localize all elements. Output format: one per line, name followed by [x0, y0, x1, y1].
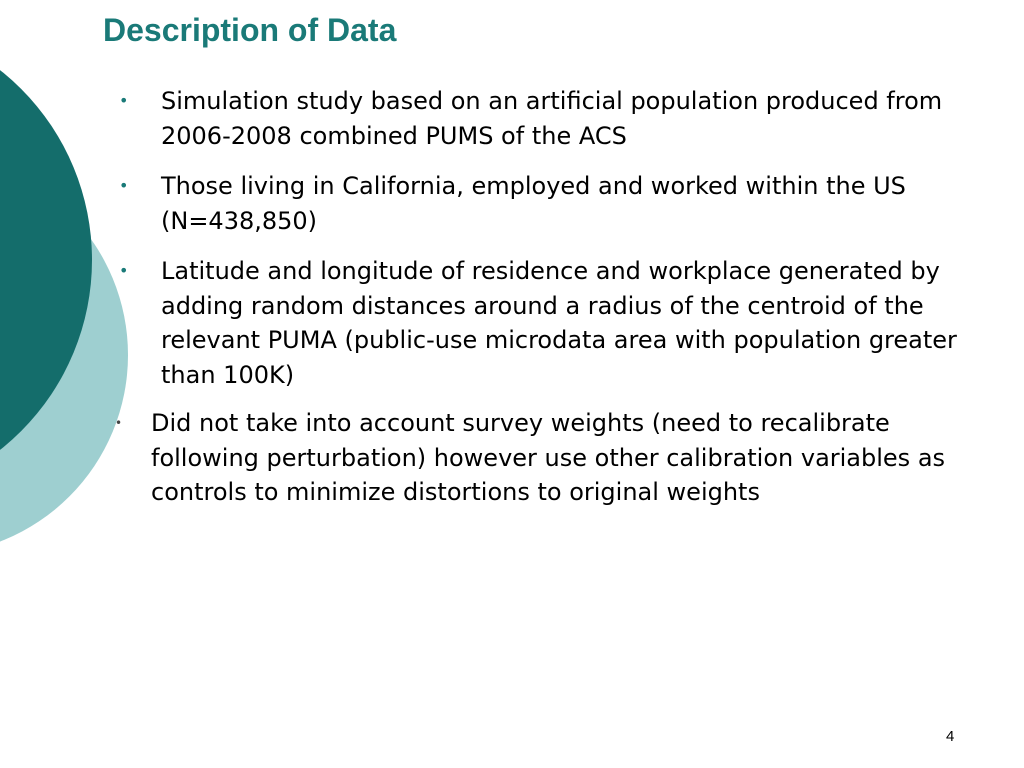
bullet-dot-icon: •	[115, 416, 123, 430]
bullet-dot-icon: •	[119, 91, 129, 110]
bullet-item	[119, 169, 981, 238]
bullet-text: Did not take into account survey weights (need to recalibrate following perturbation) however use other calibration variables as controls to minimize distortions to original weights	[151, 409, 946, 506]
bullet-item	[119, 84, 981, 153]
bullet-item	[115, 406, 981, 510]
bullet-dot-icon: •	[119, 261, 129, 280]
page-number: 4	[946, 728, 955, 745]
bullet-item	[119, 254, 981, 392]
bullet-dot-icon: •	[119, 176, 129, 195]
bullet-text: Latitude and longitude of residence and workplace generated by adding random distances around a radius of the centroid of the relevant PUMA (public-use microdata area with population greater than 100K)	[161, 257, 957, 389]
bullet-text: Those living in California, employed and worked within the US (N=438,850)	[161, 172, 906, 235]
bullet-text: Simulation study based on an artificial population produced from 2006-2008 combined PUMS of the ACS	[161, 87, 943, 150]
slide-title: Description of Data	[103, 12, 397, 48]
